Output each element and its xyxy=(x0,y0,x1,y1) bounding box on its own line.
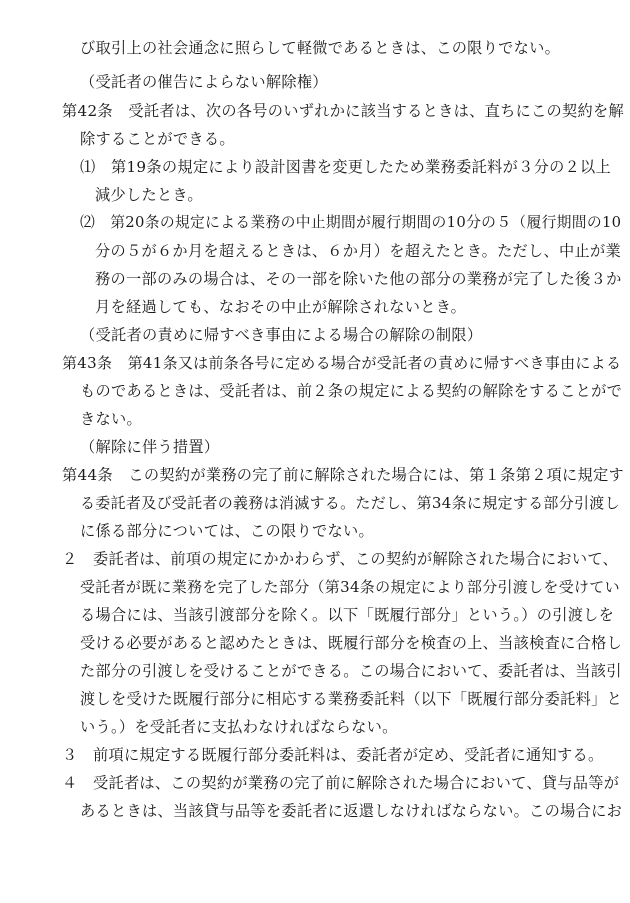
article-42-line: 第42条 受託者は、次の各号のいずれかに該当するときは、直ちにこの契約を解 xyxy=(62,102,624,120)
text-line: 除することができる。 xyxy=(80,130,235,148)
item-line: ⑵ 第20条の規定による業務の中止期間が履行期間の10分の５（履行期間の10 xyxy=(80,214,622,231)
paragraph-3-line: ３ 前項に規定する既履行部分委託料は、委託者が定め、受託者に通知する。 xyxy=(62,746,604,764)
text-line: び取引上の社会通念に照らして軽微であるときは、この限りでない。 xyxy=(80,39,561,57)
text-line: 分の５が６か月を超えるときは、６か月）を超えたとき。ただし、中止が業 xyxy=(95,242,621,260)
text-line: 務の一部のみの場合は、その一部を除いた他の部分の業務が完了した後３か xyxy=(95,270,622,288)
text-line: ものであるときは、受託者は、前２条の規定による契約の解除をすることがで xyxy=(80,382,623,400)
text-line: 受ける必要があると認めたときは、既履行部分を検査の上、当該検査に合格し xyxy=(80,634,623,652)
text-line: 渡しを受けた既履行部分に相応する業務委託料（以下「既履行部分委託料」と xyxy=(80,690,623,708)
section-heading: （受託者の責めに帰すべき事由による場合の解除の制限） xyxy=(80,326,483,344)
text-line: いう。）を受託者に支払わなければならない。 xyxy=(80,718,398,736)
paragraph-4-line: ４ 受託者は、この契約が業務の完了前に解除された場合において、貸与品等が xyxy=(62,774,620,792)
text-line: る委託者及び受託者の義務は消滅する。ただし、第34条に規定する部分引渡し xyxy=(80,494,620,512)
article-44-line: 第44条 この契約が業務の完了前に解除された場合には、第１条第２項に規定す xyxy=(62,466,624,484)
text-line: きない。 xyxy=(80,410,142,428)
section-heading: （解除に伴う措置） xyxy=(80,438,220,456)
paragraph-2-line: ２ 委託者は、前項の規定にかかわらず、この契約が解除された場合において、 xyxy=(62,550,619,568)
text-line: に係る部分については、この限りでない。 xyxy=(80,522,374,540)
text-line: あるときは、当該貸与品等を委託者に返還しなければならない。この場合にお xyxy=(80,802,623,820)
text-line: た部分の引渡しを受けることができる。この場合において、委託者は、当該引 xyxy=(80,662,622,680)
section-heading: （受託者の催告によらない解除権） xyxy=(80,73,328,91)
text-line: 減少したとき。 xyxy=(95,186,203,204)
text-line: 受託者が既に業務を完了した部分（第34条の規定により部分引渡しを受けてい xyxy=(80,578,620,596)
article-43-line: 第43条 第41条又は前条各号に定める場合が受託者の責めに帰すべき事由による xyxy=(62,354,622,372)
item-line: ⑴ 第19条の規定により設計図書を変更したため業務委託料が３分の２以上 xyxy=(80,158,612,176)
text-line: 月を経過しても、なおその中止が解除されないとき。 xyxy=(95,298,467,316)
text-line: る場合には、当該引渡部分を除く。以下「既履行部分」という。）の引渡しを xyxy=(80,606,615,624)
